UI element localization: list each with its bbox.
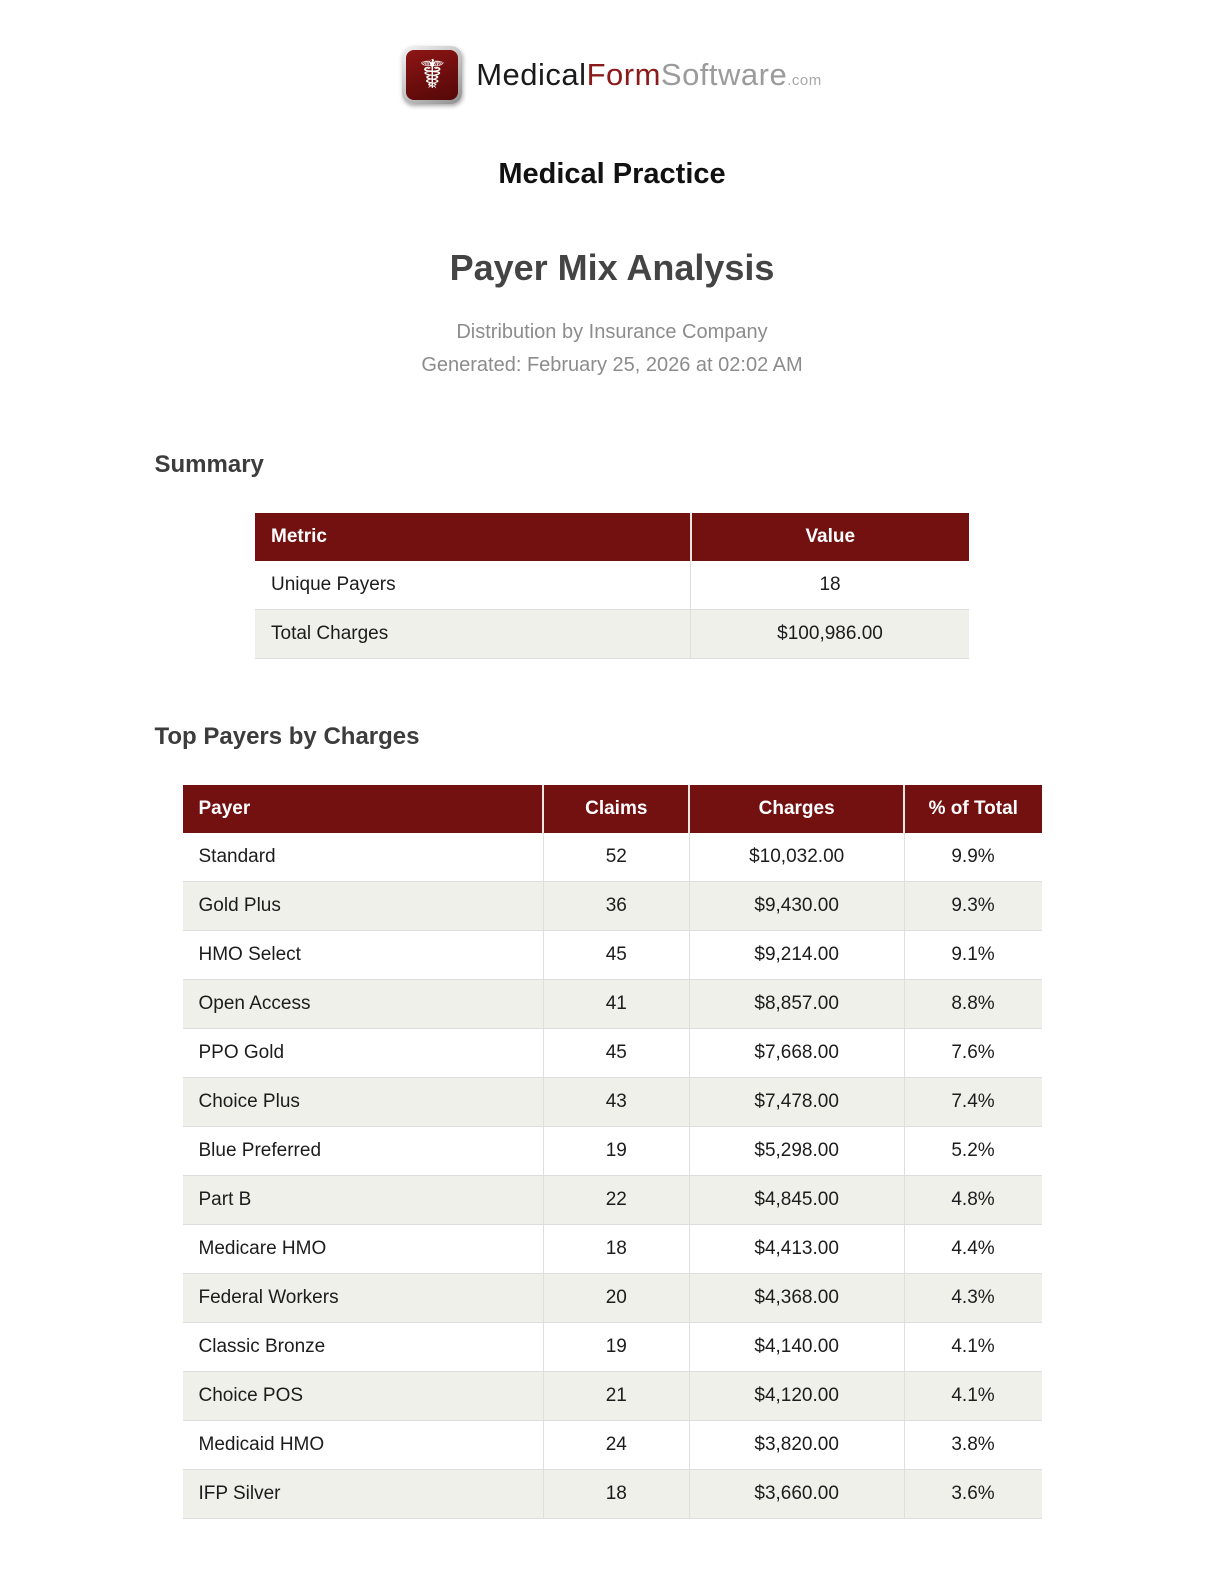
table-cell: 18 <box>543 1225 689 1274</box>
table-cell: $7,478.00 <box>689 1078 904 1127</box>
table-row <box>183 980 1042 1029</box>
logo-word-software: Software <box>660 57 788 92</box>
table-cell: 9.1% <box>904 931 1041 980</box>
top-payers-table-body <box>183 833 1042 1519</box>
table-cell: $100,986.00 <box>691 610 969 659</box>
table-cell: Classic Bronze <box>183 1323 544 1372</box>
table-cell: 20 <box>543 1274 689 1323</box>
report-subtitle: Distribution by Insurance Company <box>456 321 768 343</box>
table-cell: Medicare HMO <box>183 1225 544 1274</box>
table-row <box>183 1078 1042 1127</box>
table-cell: $4,120.00 <box>689 1372 904 1421</box>
table-cell: 3.6% <box>904 1470 1041 1519</box>
top-payers-table <box>183 785 1042 1519</box>
table-cell: $3,660.00 <box>689 1470 904 1519</box>
summary-heading: Summary <box>154 451 264 478</box>
table-cell: 8.8% <box>904 980 1041 1029</box>
table-row <box>183 1029 1042 1078</box>
top-payers-table-header <box>183 785 1042 833</box>
table-cell: 45 <box>543 931 689 980</box>
table-cell: Unique Payers <box>255 561 691 610</box>
table-cell: 7.6% <box>904 1029 1041 1078</box>
table-cell: 4.3% <box>904 1274 1041 1323</box>
table-row <box>183 1323 1042 1372</box>
table-cell: Total Charges <box>255 610 691 659</box>
table-cell: 4.1% <box>904 1372 1041 1421</box>
table-cell: Choice Plus <box>183 1078 544 1127</box>
logo-word-form: Form <box>586 57 661 92</box>
caduceus-icon: ☤ <box>406 50 458 100</box>
table-row <box>183 1372 1042 1421</box>
table-cell: Gold Plus <box>183 882 544 931</box>
table-row <box>183 1127 1042 1176</box>
table-cell: 24 <box>543 1421 689 1470</box>
table-cell: Federal Workers <box>183 1274 544 1323</box>
logo-wordmark <box>476 57 822 93</box>
table-row <box>183 931 1042 980</box>
table-cell: 4.8% <box>904 1176 1041 1225</box>
summary-table <box>255 513 969 659</box>
table-cell: Standard <box>183 833 544 882</box>
table-cell: 36 <box>543 882 689 931</box>
table-cell: $9,214.00 <box>689 931 904 980</box>
practice-name: Medical Practice <box>498 158 726 190</box>
table-row <box>183 1274 1042 1323</box>
table-cell: 43 <box>543 1078 689 1127</box>
table-row <box>183 1470 1042 1519</box>
top-payers-heading: Top Payers by Charges <box>154 723 420 750</box>
table-row <box>255 610 969 659</box>
column-header: Claims <box>543 785 689 833</box>
report-page <box>155 0 1070 1519</box>
table-cell: 45 <box>543 1029 689 1078</box>
summary-header-row <box>255 513 969 561</box>
table-cell: Medicaid HMO <box>183 1421 544 1470</box>
column-header: Payer <box>183 785 544 833</box>
table-cell: PPO Gold <box>183 1029 544 1078</box>
logo-tld: .com <box>787 72 822 89</box>
table-cell: Blue Preferred <box>183 1127 544 1176</box>
logo <box>155 46 1070 104</box>
top-payers-header-row <box>183 785 1042 833</box>
table-cell: 4.1% <box>904 1323 1041 1372</box>
table-cell: 41 <box>543 980 689 1029</box>
table-cell: 21 <box>543 1372 689 1421</box>
table-cell: $4,368.00 <box>689 1274 904 1323</box>
table-row <box>255 561 969 610</box>
table-cell: 9.9% <box>904 833 1041 882</box>
table-cell: 19 <box>543 1127 689 1176</box>
column-header: Value <box>691 513 969 561</box>
report-title: Payer Mix Analysis <box>449 247 775 288</box>
table-cell: 18 <box>543 1470 689 1519</box>
table-cell: 9.3% <box>904 882 1041 931</box>
table-cell: 18 <box>691 561 969 610</box>
table-cell: HMO Select <box>183 931 544 980</box>
table-cell: 19 <box>543 1323 689 1372</box>
table-cell: $4,140.00 <box>689 1323 904 1372</box>
table-cell: $9,430.00 <box>689 882 904 931</box>
table-cell: $7,668.00 <box>689 1029 904 1078</box>
table-cell: Choice POS <box>183 1372 544 1421</box>
table-row <box>183 833 1042 882</box>
table-cell: $10,032.00 <box>689 833 904 882</box>
summary-table-header <box>255 513 969 561</box>
table-cell: IFP Silver <box>183 1470 544 1519</box>
table-cell: 52 <box>543 833 689 882</box>
table-cell: $8,857.00 <box>689 980 904 1029</box>
table-cell: Part B <box>183 1176 544 1225</box>
table-row <box>183 1421 1042 1470</box>
table-cell: $4,413.00 <box>689 1225 904 1274</box>
logo-word-medical: Medical <box>476 57 587 92</box>
column-header: % of Total <box>904 785 1041 833</box>
table-row <box>183 1225 1042 1274</box>
logo-badge <box>402 46 462 104</box>
table-cell: $4,845.00 <box>689 1176 904 1225</box>
table-cell: Open Access <box>183 980 544 1029</box>
column-header: Metric <box>255 513 691 561</box>
top-payers-section <box>155 723 1070 1519</box>
table-row <box>183 1176 1042 1225</box>
report-generated-timestamp: Generated: February 25, 2026 at 02:02 AM <box>421 354 803 376</box>
table-row <box>183 882 1042 931</box>
column-header: Charges <box>689 785 904 833</box>
table-cell: 22 <box>543 1176 689 1225</box>
table-cell: 3.8% <box>904 1421 1041 1470</box>
table-cell: $5,298.00 <box>689 1127 904 1176</box>
table-cell: $3,820.00 <box>689 1421 904 1470</box>
summary-table-body <box>255 561 969 659</box>
table-cell: 4.4% <box>904 1225 1041 1274</box>
table-cell: 5.2% <box>904 1127 1041 1176</box>
table-cell: 7.4% <box>904 1078 1041 1127</box>
summary-section <box>155 451 1070 659</box>
